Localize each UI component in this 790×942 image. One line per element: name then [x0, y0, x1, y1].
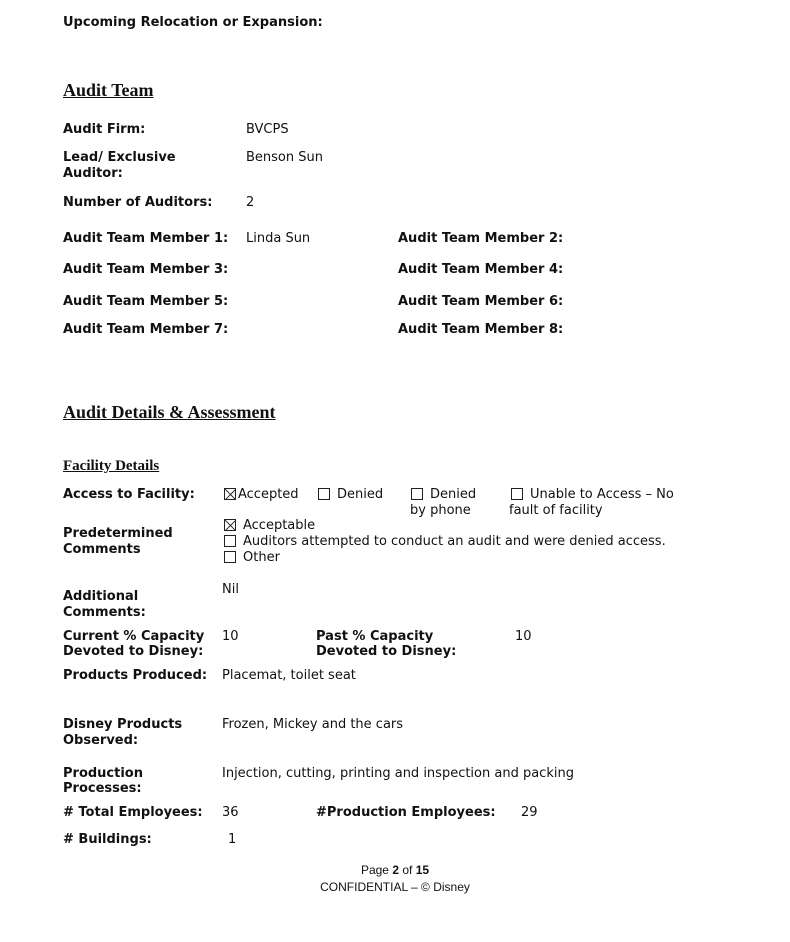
team-member-value: Linda Sun — [246, 231, 311, 246]
production-employees-value: 29 — [521, 805, 538, 820]
total-employees-label: # Total Employees: — [63, 805, 203, 820]
facility-details-heading: Facility Details — [63, 458, 160, 474]
team-member-label: Audit Team Member 2: — [398, 231, 564, 246]
access-label: Access to Facility: — [63, 487, 195, 502]
relocation-label: Upcoming Relocation or Expansion: — [63, 15, 323, 30]
current-capacity-value: 10 — [222, 629, 239, 644]
num-auditors-value: 2 — [246, 195, 255, 210]
option-other-label: Other — [243, 550, 280, 565]
checkbox-denied[interactable] — [318, 488, 330, 500]
lead-auditor-value: Benson Sun — [246, 150, 323, 165]
current-capacity-label-1: Current % Capacity — [63, 629, 205, 644]
team-member-label: Audit Team Member 7: — [63, 322, 229, 337]
products-produced-value: Placemat, toilet seat — [222, 668, 356, 683]
option-denied-access-label: Auditors attempted to conduct an audit and were denied access. — [243, 534, 666, 549]
audit-firm-value: BVCPS — [246, 122, 289, 137]
disney-products-value: Frozen, Mickey and the cars — [222, 717, 404, 732]
page-of: of — [402, 863, 413, 877]
option-unable-label-1: Unable to Access – No — [530, 487, 674, 502]
lead-auditor-label-1: Lead/ Exclusive — [63, 150, 176, 165]
checkbox-denied-by-phone[interactable] — [411, 488, 423, 500]
production-processes-label-1: Production — [63, 766, 143, 781]
production-processes-label-2: Processes: — [63, 781, 142, 796]
checkbox-acceptable[interactable] — [224, 519, 236, 531]
past-capacity-value: 10 — [515, 629, 532, 644]
past-capacity-label-1: Past % Capacity — [316, 629, 434, 644]
page-prefix: Page — [360, 863, 389, 877]
audit-team-heading: Audit Team — [63, 80, 154, 100]
past-capacity-label-2: Devoted to Disney: — [316, 644, 457, 659]
option-denied-label: Denied — [337, 487, 384, 502]
team-member-label: Audit Team Member 5: — [63, 294, 229, 309]
team-member-label: Audit Team Member 3: — [63, 262, 229, 277]
buildings-value: 1 — [228, 832, 237, 847]
checkbox-denied-access[interactable] — [224, 535, 236, 547]
page-number — [0, 863, 790, 877]
additional-comments-value: Nil — [222, 582, 239, 597]
current-capacity-label-2: Devoted to Disney: — [63, 644, 204, 659]
production-employees-label: #Production Employees: — [316, 805, 496, 820]
lead-auditor-label-2: Auditor: — [63, 166, 123, 181]
team-member-label: Audit Team Member 8: — [398, 322, 564, 337]
additional-comments-label-2: Comments: — [63, 605, 146, 620]
checkbox-accepted[interactable] — [224, 488, 236, 500]
option-acceptable-label: Acceptable — [243, 518, 316, 533]
checkbox-unable-to-access[interactable] — [511, 488, 523, 500]
disney-products-label-2: Observed: — [63, 733, 139, 748]
checkbox-other[interactable] — [224, 551, 236, 563]
production-processes-value: Injection, cutting, printing and inspection and packing — [222, 766, 574, 781]
predetermined-label-1: Predetermined — [63, 526, 173, 541]
disney-products-label-1: Disney Products — [63, 717, 183, 732]
confidential-notice: CONFIDENTIAL – © Disney — [320, 880, 470, 894]
predetermined-label-2: Comments — [63, 542, 141, 557]
option-denied-phone-label-2: by phone — [410, 503, 471, 518]
total-employees-value: 36 — [222, 805, 239, 820]
num-auditors-label: Number of Auditors: — [63, 195, 213, 210]
audit-firm-label: Audit Firm: — [63, 122, 146, 137]
option-accepted-label: Accepted — [238, 487, 299, 502]
additional-comments-label-1: Additional — [63, 589, 139, 604]
page-current: 2 — [392, 863, 399, 877]
page-total: 15 — [415, 863, 430, 877]
products-produced-label: Products Produced: — [63, 668, 208, 683]
option-unable-label-2: fault of facility — [509, 503, 603, 518]
buildings-label: # Buildings: — [63, 832, 152, 847]
team-member-label: Audit Team Member 1: — [63, 231, 229, 246]
option-denied-phone-label-1: Denied — [430, 487, 477, 502]
team-member-label: Audit Team Member 6: — [398, 294, 564, 309]
audit-details-heading: Audit Details & Assessment — [63, 402, 276, 422]
team-member-label: Audit Team Member 4: — [398, 262, 564, 277]
